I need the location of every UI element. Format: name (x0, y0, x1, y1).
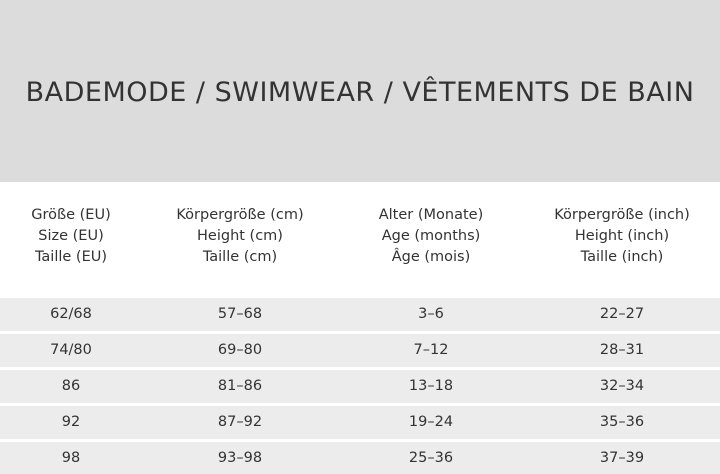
cell-age-months: 3–6 (418, 306, 444, 322)
cell-size-eu: 62/68 (50, 306, 92, 322)
cell-size-eu: 74/80 (50, 342, 92, 358)
header-line-de: Größe (EU) (31, 207, 111, 223)
cell-height-inch: 35–36 (599, 414, 645, 430)
header-line-en: Age (months) (381, 228, 481, 244)
header-line-fr: Taille (EU) (34, 249, 108, 265)
header-line-de: Körpergröße (inch) (554, 207, 690, 223)
cell-age-months: 13–18 (408, 378, 454, 394)
table-row (0, 406, 720, 439)
cell-height-inch: 22–27 (599, 306, 645, 322)
header-line-fr: Âge (mois) (391, 249, 471, 265)
header-line-fr: Taille (cm) (202, 249, 278, 265)
table-row (0, 370, 720, 403)
cell-age-months: 25–36 (408, 450, 454, 466)
header-line-en: Height (cm) (197, 228, 283, 244)
cell-height-cm: 93–98 (217, 450, 263, 466)
cell-height-cm: 81–86 (217, 378, 263, 394)
header-line-de: Körpergröße (cm) (176, 207, 304, 223)
cell-height-cm: 57–68 (217, 306, 263, 322)
header-line-fr: Taille (inch) (580, 249, 664, 265)
page-title: BADEMODE / SWIMWEAR / VÊTEMENTS DE BAIN (25, 77, 695, 108)
title-band (0, 0, 720, 182)
cell-age-months: 7–12 (413, 342, 449, 358)
cell-height-inch: 32–34 (599, 378, 645, 394)
column-header-height-inch (524, 205, 720, 268)
column-header-size-eu (0, 205, 142, 268)
cell-size-eu: 86 (61, 378, 81, 394)
column-header-age-months (338, 205, 524, 268)
cell-height-cm: 87–92 (217, 414, 263, 430)
table-row (0, 298, 720, 331)
header-line-de: Alter (Monate) (378, 207, 484, 223)
cell-size-eu: 98 (61, 450, 81, 466)
table-row (0, 442, 720, 474)
cell-age-months: 19–24 (408, 414, 454, 430)
cell-height-inch: 28–31 (599, 342, 645, 358)
table-row (0, 334, 720, 367)
cell-size-eu: 92 (61, 414, 81, 430)
header-line-en: Size (EU) (38, 228, 104, 244)
cell-height-inch: 37–39 (599, 450, 645, 466)
column-header-height-cm (142, 205, 338, 268)
header-line-en: Height (inch) (574, 228, 670, 244)
cell-height-cm: 69–80 (217, 342, 263, 358)
